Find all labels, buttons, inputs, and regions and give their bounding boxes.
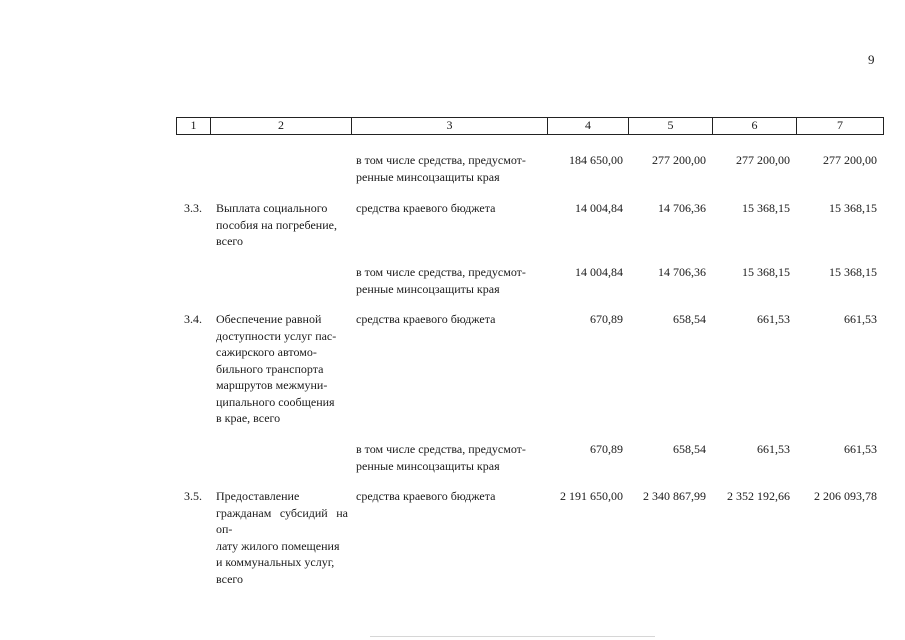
header-cell-3: 3 — [352, 118, 548, 134]
value-col-5: 277 200,00 — [652, 153, 706, 167]
item-number: 3.5. — [184, 489, 202, 503]
funding-source: средства краевого бюджета — [356, 312, 496, 326]
funding-source: в том числе средства, предусмот- ренные минсоцзащиты края — [356, 265, 526, 296]
value-col-4: 14 004,84 — [575, 265, 623, 279]
value-col-4: 14 004,84 — [575, 201, 623, 215]
table-header — [176, 117, 884, 135]
value-col-7: 2 206 093,78 — [814, 489, 877, 503]
value-col-7: 15 368,15 — [829, 265, 877, 279]
value-col-7: 15 368,15 — [829, 201, 877, 215]
header-cell-4: 4 — [548, 118, 629, 134]
header-cell-1: 1 — [177, 118, 211, 134]
item-number: 3.4. — [184, 312, 202, 326]
value-col-4: 670,89 — [590, 312, 623, 326]
value-col-6: 2 352 192,66 — [727, 489, 790, 503]
value-col-5: 2 340 867,99 — [643, 489, 706, 503]
funding-source: средства краевого бюджета — [356, 201, 496, 215]
value-col-7: 661,53 — [844, 312, 877, 326]
value-col-5: 658,54 — [673, 312, 706, 326]
value-col-6: 15 368,15 — [742, 265, 790, 279]
value-col-4: 184 650,00 — [569, 153, 623, 167]
item-number: 3.3. — [184, 201, 202, 215]
header-cell-7: 7 — [837, 118, 843, 132]
funding-source: в том числе средства, предусмот- ренные минсоцзащиты края — [356, 442, 526, 473]
header-cell-2: 2 — [211, 118, 352, 134]
value-col-6: 661,53 — [757, 312, 790, 326]
value-col-5: 14 706,36 — [658, 201, 706, 215]
value-col-4: 670,89 — [590, 442, 623, 456]
value-col-6: 277 200,00 — [736, 153, 790, 167]
item-description: Обеспечение равной доступности услуг пас- сажирского автомо- бильного транспорта маршрутов межмуни- ципального сообщения в крае, всего — [216, 312, 337, 425]
item-description: Выплата социального пособия на погребение, всего — [216, 201, 337, 248]
item-description: Предоставление гражданам субсидий на оп- лату жилого помещения и коммунальных услуг, всего — [216, 489, 348, 586]
value-col-5: 658,54 — [673, 442, 706, 456]
value-col-7: 277 200,00 — [823, 153, 877, 167]
funding-source: в том числе средства, предусмот- ренные минсоцзащиты края — [356, 153, 526, 184]
value-col-5: 14 706,36 — [658, 265, 706, 279]
header-cell-6: 6 — [713, 118, 797, 134]
value-col-6: 661,53 — [757, 442, 790, 456]
scan-artifact — [370, 636, 655, 637]
page-number: 9 — [868, 52, 875, 67]
value-col-7: 661,53 — [844, 442, 877, 456]
header-cell-5: 5 — [629, 118, 713, 134]
value-col-4: 2 191 650,00 — [560, 489, 623, 503]
value-col-6: 15 368,15 — [742, 201, 790, 215]
funding-source: средства краевого бюджета — [356, 489, 496, 503]
